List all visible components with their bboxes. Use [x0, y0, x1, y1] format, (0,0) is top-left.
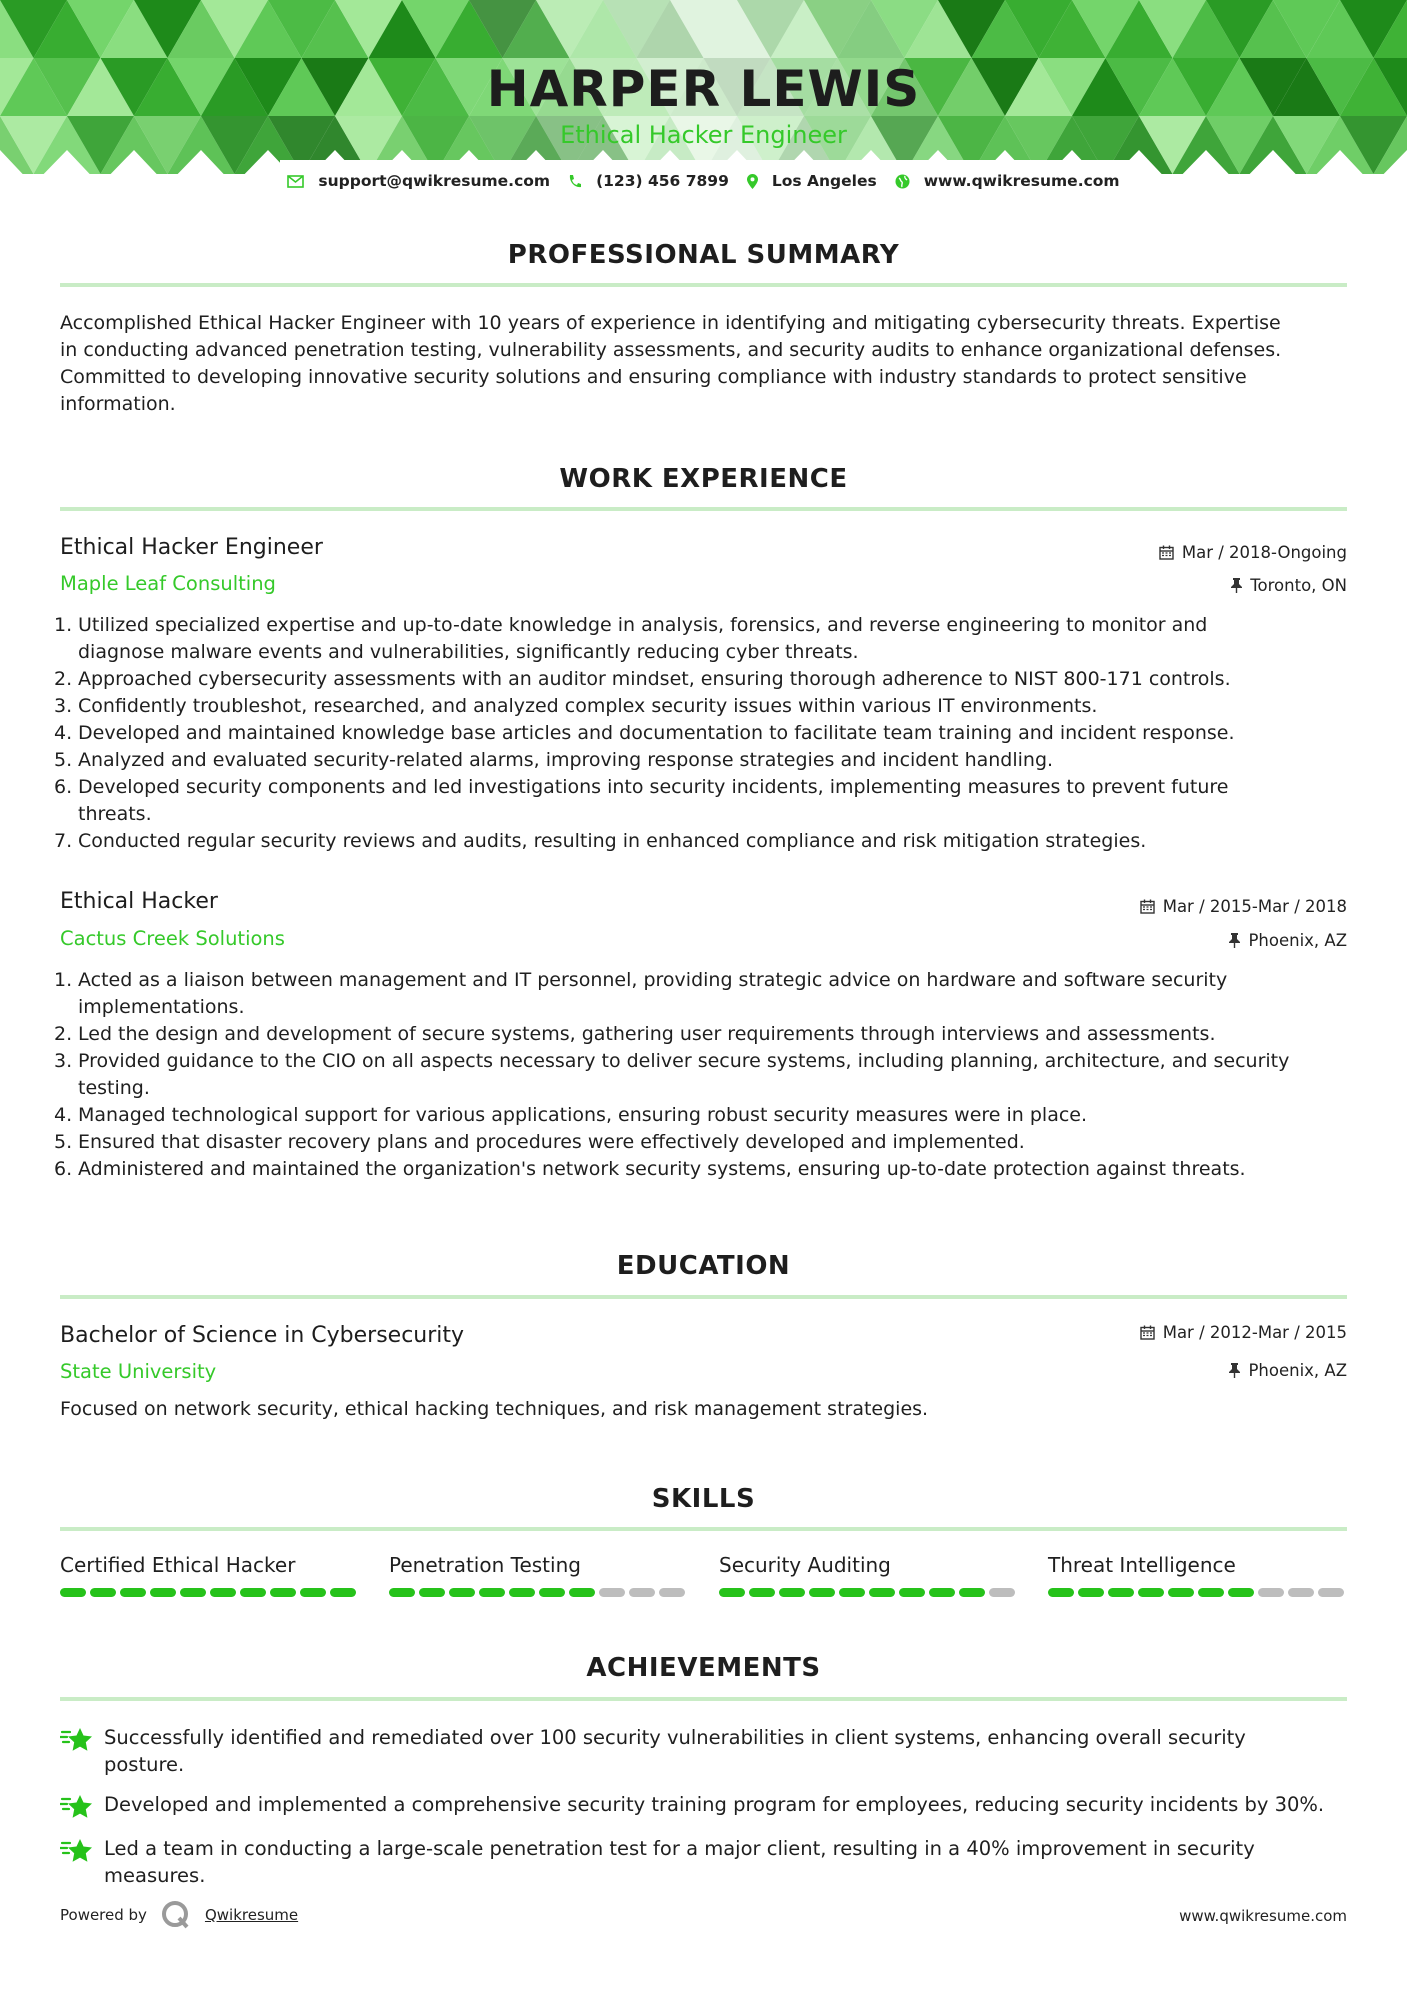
calendar-icon [1159, 545, 1174, 560]
achievement-line: posture. [104, 1753, 185, 1776]
header-job-title: Ethical Hacker Engineer [560, 121, 847, 149]
bullet-number: 6. [54, 1158, 73, 1180]
star-achievement-icon [60, 1724, 104, 1758]
bullet-line: Developed and maintained knowledge base articles and documentation to facilitate team training and incident response. [78, 722, 1235, 744]
skill-segment-filled [120, 1588, 146, 1597]
bullet-line: diagnose malware events and vulnerabilities, significantly reducing cyber threats. [78, 641, 859, 663]
bullet-line: implementations. [78, 996, 245, 1018]
email-text: support@qwikresume.com [318, 172, 551, 190]
bullet-number: 7. [54, 830, 73, 852]
skill-segment-filled [719, 1588, 745, 1597]
skill-segment-filled [1168, 1588, 1194, 1597]
skill-level-bar [1048, 1588, 1348, 1597]
star-achievement-icon [60, 1835, 104, 1869]
skill-segment-filled [1228, 1588, 1254, 1597]
skill-segment-filled [90, 1588, 116, 1597]
bullet-line: Led the design and development of secure systems, gathering user requirements through interviews and assessments. [78, 1023, 1216, 1045]
bullet-number: 3. [54, 1050, 73, 1072]
bullet-line: threats. [78, 803, 152, 825]
skill-segment-filled [779, 1588, 805, 1597]
bullet-item [54, 666, 1350, 693]
skill-segment-empty [599, 1588, 625, 1597]
bullet-line: Analyzed and evaluated security-related alarms, improving response strategies and incident handling. [78, 749, 1054, 771]
bullet-item [54, 693, 1350, 720]
skill-segment-filled [809, 1588, 835, 1597]
achievement-text [104, 1791, 1324, 1818]
globe-icon [895, 174, 910, 189]
education-dates-text: Mar / 2012-Mar / 2015 [1162, 1323, 1347, 1342]
bullet-line: Provided guidance to the CIO on all aspects necessary to deliver secure systems, including planning, architecture, and security [78, 1050, 1290, 1072]
achievement-text [104, 1724, 1246, 1778]
skill-segment-filled [449, 1588, 475, 1597]
achievements-heading: ACHIEVEMENTS [586, 1653, 821, 1683]
bullet-item [54, 774, 1350, 828]
skill-segment-filled [959, 1588, 985, 1597]
job-location-text: Toronto, ON [1250, 576, 1347, 595]
education-description: Focused on network security, ethical hacking techniques, and risk management strategies. [60, 1398, 929, 1420]
skill-segment-filled [270, 1588, 296, 1597]
pushpin-icon [1231, 578, 1242, 593]
bullet-line: Acted as a liaison between management and IT personnel, providing strategic advice on hardware and software security [78, 969, 1228, 991]
skill-segment-filled [539, 1588, 565, 1597]
job-title: Ethical Hacker Engineer [60, 535, 323, 560]
job-bullets [54, 967, 1350, 1183]
contact-location [747, 172, 877, 190]
bullet-line: Developed security components and led investigations into security incidents, implementing measures to prevent future [78, 776, 1229, 798]
bullet-item [54, 1102, 1350, 1129]
summary-line: Accomplished Ethical Hacker Engineer with 10 years of experience in identifying and mitigating cybersecurity threats. Expertise [60, 312, 1281, 334]
qwikresume-logo-icon [161, 1900, 191, 1930]
achievement-item [60, 1724, 1350, 1778]
skill-segment-filled [839, 1588, 865, 1597]
skills-heading: SKILLS [651, 1484, 756, 1514]
skill-segment-empty [989, 1588, 1015, 1597]
bullet-number: 1. [54, 614, 73, 636]
skill-segment-empty [1288, 1588, 1314, 1597]
bullet-number: 2. [54, 668, 73, 690]
skill-segment-filled [180, 1588, 206, 1597]
contact-phone[interactable] [568, 172, 729, 190]
skill-segment-filled [1198, 1588, 1224, 1597]
skill-segment-empty [659, 1588, 685, 1597]
skill-item [389, 1552, 689, 1597]
powered-by-label: Powered by [60, 1906, 147, 1924]
skill-segment-empty [1258, 1588, 1284, 1597]
education-location-text: Phoenix, AZ [1248, 1361, 1347, 1380]
skill-segment-filled [569, 1588, 595, 1597]
education-divider [60, 1295, 1347, 1299]
skill-name: Certified Ethical Hacker [60, 1553, 296, 1577]
bullet-number: 4. [54, 722, 73, 744]
experience-heading: WORK EXPERIENCE [559, 464, 848, 494]
summary-divider [60, 283, 1347, 287]
skill-name: Penetration Testing [389, 1553, 581, 1577]
bullet-item [54, 720, 1350, 747]
footer-powered-by [60, 1900, 298, 1930]
skill-segment-filled [1048, 1588, 1074, 1597]
contact-website[interactable] [895, 172, 1120, 190]
bullet-line: Approached cybersecurity assessments with an auditor mindset, ensuring thorough adherence to NIST 800-171 controls. [78, 668, 1231, 690]
qwikresume-link[interactable]: Qwikresume [204, 1906, 299, 1924]
map-pin-icon [747, 174, 758, 189]
summary-line: information. [60, 393, 176, 415]
bullet-number: 3. [54, 695, 73, 717]
skill-segment-filled [899, 1588, 925, 1597]
job-dates-text: Mar / 2015-Mar / 2018 [1162, 897, 1347, 916]
skill-segment-filled [869, 1588, 895, 1597]
skill-segment-filled [300, 1588, 326, 1597]
bullet-item [54, 612, 1350, 666]
summary-text [60, 310, 1350, 418]
summary-line: in conducting advanced penetration testing, vulnerability assessments, and security audits to enhance organizational defenses. [60, 339, 1282, 361]
skill-segment-filled [330, 1588, 356, 1597]
skill-name: Threat Intelligence [1048, 1553, 1236, 1577]
achievement-line: measures. [104, 1864, 206, 1887]
phone-text: (123) 456 7899 [596, 172, 729, 190]
bullet-number: 4. [54, 1104, 73, 1126]
bullet-item [54, 1021, 1350, 1048]
calendar-icon [1140, 899, 1155, 914]
achievement-line: Led a team in conducting a large-scale penetration test for a major client, resulting in a 40% improvement in security [104, 1837, 1255, 1860]
bullet-line: Confidently troubleshot, researched, and analyzed complex security issues within various IT environments. [78, 695, 1098, 717]
envelope-icon [287, 175, 304, 188]
footer-website[interactable]: www.qwikresume.com [1179, 1907, 1347, 1925]
company-name: Cactus Creek Solutions [60, 927, 285, 950]
degree-title: Bachelor of Science in Cybersecurity [60, 1323, 465, 1348]
skill-segment-empty [1318, 1588, 1344, 1597]
contact-row [0, 172, 1407, 190]
bullet-number: 5. [54, 1131, 73, 1153]
achievement-text [104, 1835, 1255, 1889]
bullet-item [54, 747, 1350, 774]
bullet-line: testing. [78, 1077, 150, 1099]
education-location [1229, 1361, 1347, 1380]
location-text: Los Angeles [771, 172, 877, 190]
skill-segment-filled [150, 1588, 176, 1597]
bullet-number: 6. [54, 776, 73, 798]
education-heading: EDUCATION [616, 1251, 791, 1281]
bullet-number: 5. [54, 749, 73, 771]
phone-icon [568, 174, 582, 189]
job-location [1231, 576, 1347, 595]
skill-segment-filled [1108, 1588, 1134, 1597]
skill-segment-filled [240, 1588, 266, 1597]
skill-segment-filled [929, 1588, 955, 1597]
skill-name: Security Auditing [719, 1553, 891, 1577]
bullet-item [54, 967, 1350, 1021]
bullet-number: 2. [54, 1023, 73, 1045]
header-name: HARPER LEWIS [486, 60, 921, 118]
skill-segment-filled [749, 1588, 775, 1597]
pushpin-icon [1229, 1363, 1240, 1378]
skill-item [1048, 1552, 1348, 1597]
skill-segment-empty [629, 1588, 655, 1597]
bullet-line: Utilized specialized expertise and up-to-date knowledge in analysis, forensics, and reverse engineering to monitor and [78, 614, 1208, 636]
skill-segment-filled [479, 1588, 505, 1597]
bullet-item [54, 1156, 1350, 1183]
star-achievement-icon [60, 1791, 104, 1825]
bullet-number: 1. [54, 969, 73, 991]
school-name: State University [60, 1360, 217, 1383]
website-text: www.qwikresume.com [923, 172, 1120, 190]
education-dates [1140, 1323, 1347, 1342]
skill-segment-filled [419, 1588, 445, 1597]
calendar-icon [1140, 1325, 1155, 1340]
job-location-text: Phoenix, AZ [1248, 931, 1347, 950]
job-location [1229, 931, 1347, 950]
skill-segment-filled [1078, 1588, 1104, 1597]
achievements-divider [60, 1697, 1347, 1701]
job-dates-text: Mar / 2018-Ongoing [1181, 543, 1347, 562]
bullet-line: Administered and maintained the organization's network security systems, ensuring up-to-date protection against threats. [78, 1158, 1246, 1180]
summary-line: Committed to developing innovative security solutions and ensuring compliance with industry standards to protect sensitive [60, 366, 1247, 388]
skill-item [719, 1552, 1019, 1597]
achievement-item [60, 1791, 1350, 1825]
job-title: Ethical Hacker [60, 889, 218, 914]
company-name: Maple Leaf Consulting [60, 572, 276, 595]
skill-segment-filled [389, 1588, 415, 1597]
pushpin-icon [1229, 933, 1240, 948]
skill-segment-filled [509, 1588, 535, 1597]
bullet-item [54, 1129, 1350, 1156]
skill-segment-filled [210, 1588, 236, 1597]
skill-item [60, 1552, 360, 1597]
summary-heading: PROFESSIONAL SUMMARY [507, 240, 900, 270]
skill-segment-filled [1138, 1588, 1164, 1597]
skill-level-bar [389, 1588, 689, 1597]
experience-divider [60, 507, 1347, 511]
achievement-line: Developed and implemented a comprehensive security training program for employees, reducing security incidents by 30%. [104, 1793, 1325, 1816]
skill-level-bar [719, 1588, 1019, 1597]
bullet-line: Ensured that disaster recovery plans and procedures were effectively developed and implemented. [78, 1131, 1025, 1153]
skill-segment-filled [60, 1588, 86, 1597]
bullet-item [54, 1048, 1350, 1102]
bullet-line: Conducted regular security reviews and audits, resulting in enhanced compliance and risk mitigation strategies. [78, 830, 1147, 852]
bullet-item [54, 828, 1350, 855]
achievement-item [60, 1835, 1350, 1889]
job-bullets [54, 612, 1350, 855]
bullet-line: Managed technological support for various applications, ensuring robust security measures were in place. [78, 1104, 1088, 1126]
skills-divider [60, 1527, 1347, 1531]
job-dates [1159, 543, 1347, 562]
contact-email[interactable] [287, 172, 550, 190]
achievement-line: Successfully identified and remediated over 100 security vulnerabilities in client systems, enhancing overall security [104, 1726, 1246, 1749]
skill-level-bar [60, 1588, 360, 1597]
job-dates [1140, 897, 1347, 916]
